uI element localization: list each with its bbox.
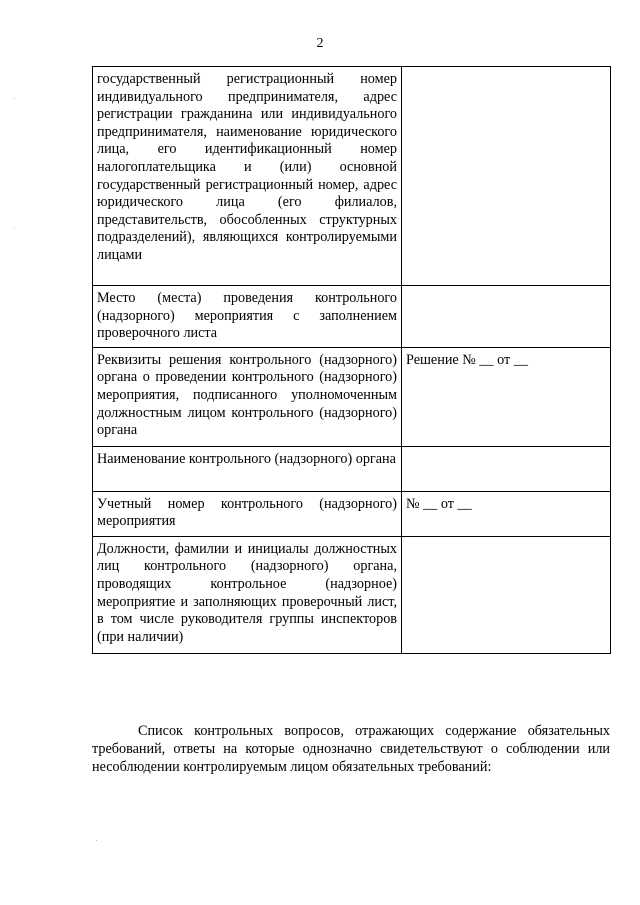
checklist-intro-paragraph: Список контрольных вопросов, отражающих содержание обязательных требований, ответы на которые однозначно свидетельствуют о соблюдении или несоблюдении контролируемым лицом обязательных требований: bbox=[92, 723, 610, 776]
scan-speck bbox=[14, 98, 15, 99]
row-label: Реквизиты решения контрольного (надзорного) органа о проведении контрольного (надзорного) мероприятия, подписанного уполномоченным должностным лицом контрольного (надзорного) органа bbox=[93, 347, 402, 446]
scan-speck bbox=[14, 228, 15, 229]
row-label: Место (места) проведения контрольного (надзорного) мероприятия с заполнением проверочного листа bbox=[93, 286, 402, 348]
row-label: государственный регистрационный номер индивидуального предпринимателя, адрес регистрации гражданина или индивидуального предпринимателя, наименование юридического лица, его идентификационный номер налогоплательщика и (или) основной государственный регистрационный номер, адрес юридического лица (его филиалов, представительств, обособленных структурных подразделений), являющихся контролируемыми лицами bbox=[93, 67, 402, 286]
table-row bbox=[93, 347, 611, 446]
table-row bbox=[93, 536, 611, 653]
table-row bbox=[93, 491, 611, 536]
row-value bbox=[402, 286, 611, 348]
checklist-header-table bbox=[92, 66, 611, 654]
row-value: Решение № __ от __ bbox=[402, 347, 611, 446]
scan-speck bbox=[96, 840, 97, 841]
row-label: Наименование контрольного (надзорного) органа bbox=[93, 446, 402, 491]
table-row bbox=[93, 446, 611, 491]
row-label: Должности, фамилии и инициалы должностных лиц контрольного (надзорного) органа, проводящих контрольное (надзорное) мероприятие и заполняющих проверочный лист, в том числе руководителя группы инспекторов (при наличии) bbox=[93, 536, 402, 653]
row-label: Учетный номер контрольного (надзорного) мероприятия bbox=[93, 491, 402, 536]
table-row bbox=[93, 286, 611, 348]
table-row bbox=[93, 67, 611, 286]
row-value bbox=[402, 536, 611, 653]
row-value bbox=[402, 446, 611, 491]
page-number: 2 bbox=[316, 36, 324, 51]
row-value bbox=[402, 67, 611, 286]
row-value: № __ от __ bbox=[402, 491, 611, 536]
